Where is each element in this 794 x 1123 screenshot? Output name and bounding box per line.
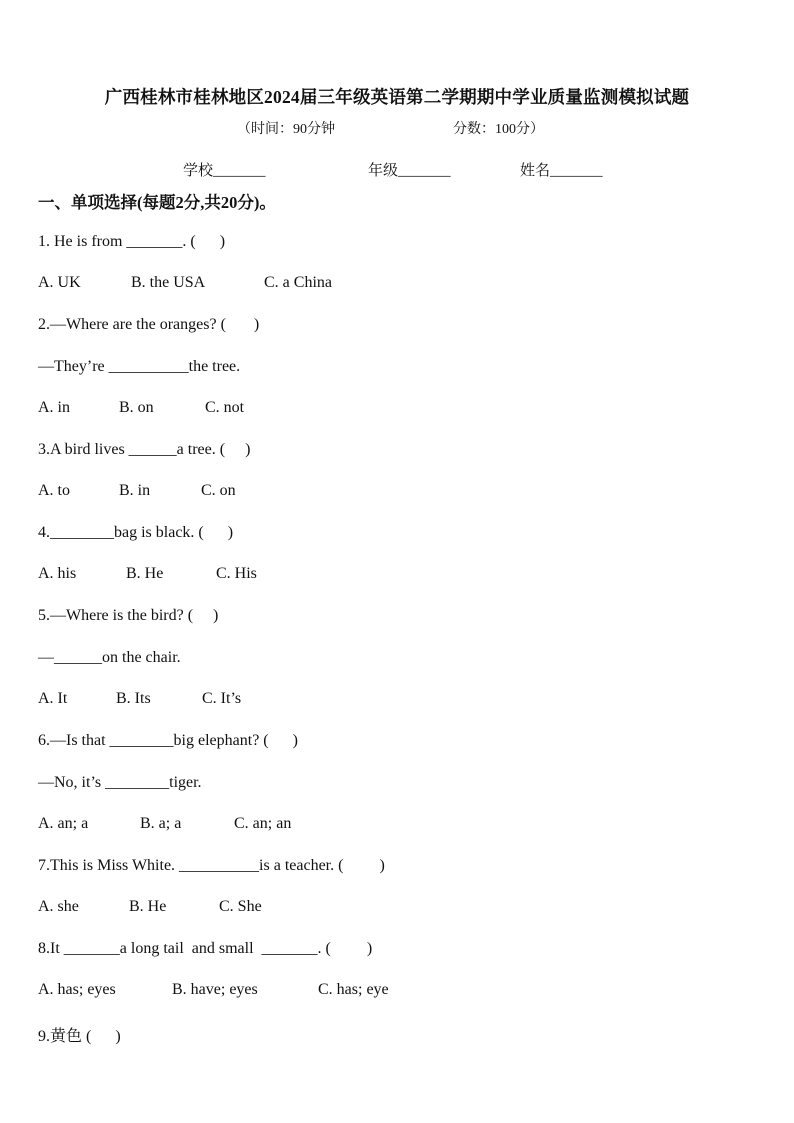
exam-time: （时间：90分钟 xyxy=(237,122,335,137)
question-4: 4.________bag is black. ( ) xyxy=(38,524,234,541)
option-b: B. He xyxy=(129,898,167,915)
option-a: A. she xyxy=(38,898,79,915)
question-7: 7.This is Miss White. __________is a teacher. ( ) xyxy=(38,857,385,874)
question-5-answer-line: —______on the chair. xyxy=(38,649,181,666)
school-field: 学校_______ xyxy=(183,163,266,179)
option-b: B. have; eyes xyxy=(172,981,258,998)
option-c: C. She xyxy=(219,898,262,915)
option-c: C. His xyxy=(216,565,257,582)
option-c: C. on xyxy=(201,482,236,499)
option-a: A. his xyxy=(38,565,77,582)
option-b: B. He xyxy=(126,565,164,582)
question-3: 3.A bird lives ______a tree. ( ) xyxy=(38,441,251,458)
question-9: 9.黄色 ( ) xyxy=(38,1028,121,1045)
option-a: A. to xyxy=(38,482,70,499)
section-heading: 一、单项选择(每题2分,共20分)。 xyxy=(38,193,276,212)
question-5: 5.—Where is the bird? ( ) xyxy=(38,607,219,624)
question-6: 6.—Is that ________big elephant? ( ) xyxy=(38,732,298,749)
option-a: A. in xyxy=(38,399,70,416)
question-8: 8.It _______a long tail and small _______. ( ) xyxy=(38,940,373,957)
option-b: B. a; a xyxy=(140,815,182,832)
option-c: C. a China xyxy=(264,274,332,291)
option-c: C. has; eye xyxy=(318,981,389,998)
option-c: C. not xyxy=(205,399,245,416)
option-b: B. in xyxy=(119,482,151,499)
option-b: B. on xyxy=(119,399,154,416)
question-6-answer-line: —No, it’s ________tiger. xyxy=(38,774,202,791)
question-2-answer-line: —They’re __________the tree. xyxy=(38,358,241,375)
option-a: A. an; a xyxy=(38,815,89,832)
option-c: C. an; an xyxy=(234,815,292,832)
option-c: C. It’s xyxy=(202,690,242,707)
option-a: A. UK xyxy=(38,274,81,291)
option-a: A. It xyxy=(38,690,68,707)
question-1: 1. He is from _______. ( ) xyxy=(38,233,226,250)
option-a: A. has; eyes xyxy=(38,981,116,998)
name-field: 姓名_______ xyxy=(520,163,603,179)
question-2: 2.—Where are the oranges? ( ) xyxy=(38,316,260,333)
option-b: B. the USA xyxy=(131,274,206,291)
exam-score: 分数：100分） xyxy=(453,122,544,137)
page-title: 广西桂林市桂林地区2024届三年级英语第二学期期中学业质量监测模拟试题 xyxy=(104,87,690,107)
grade-field: 年级_______ xyxy=(368,163,451,179)
option-b: B. Its xyxy=(116,690,151,707)
